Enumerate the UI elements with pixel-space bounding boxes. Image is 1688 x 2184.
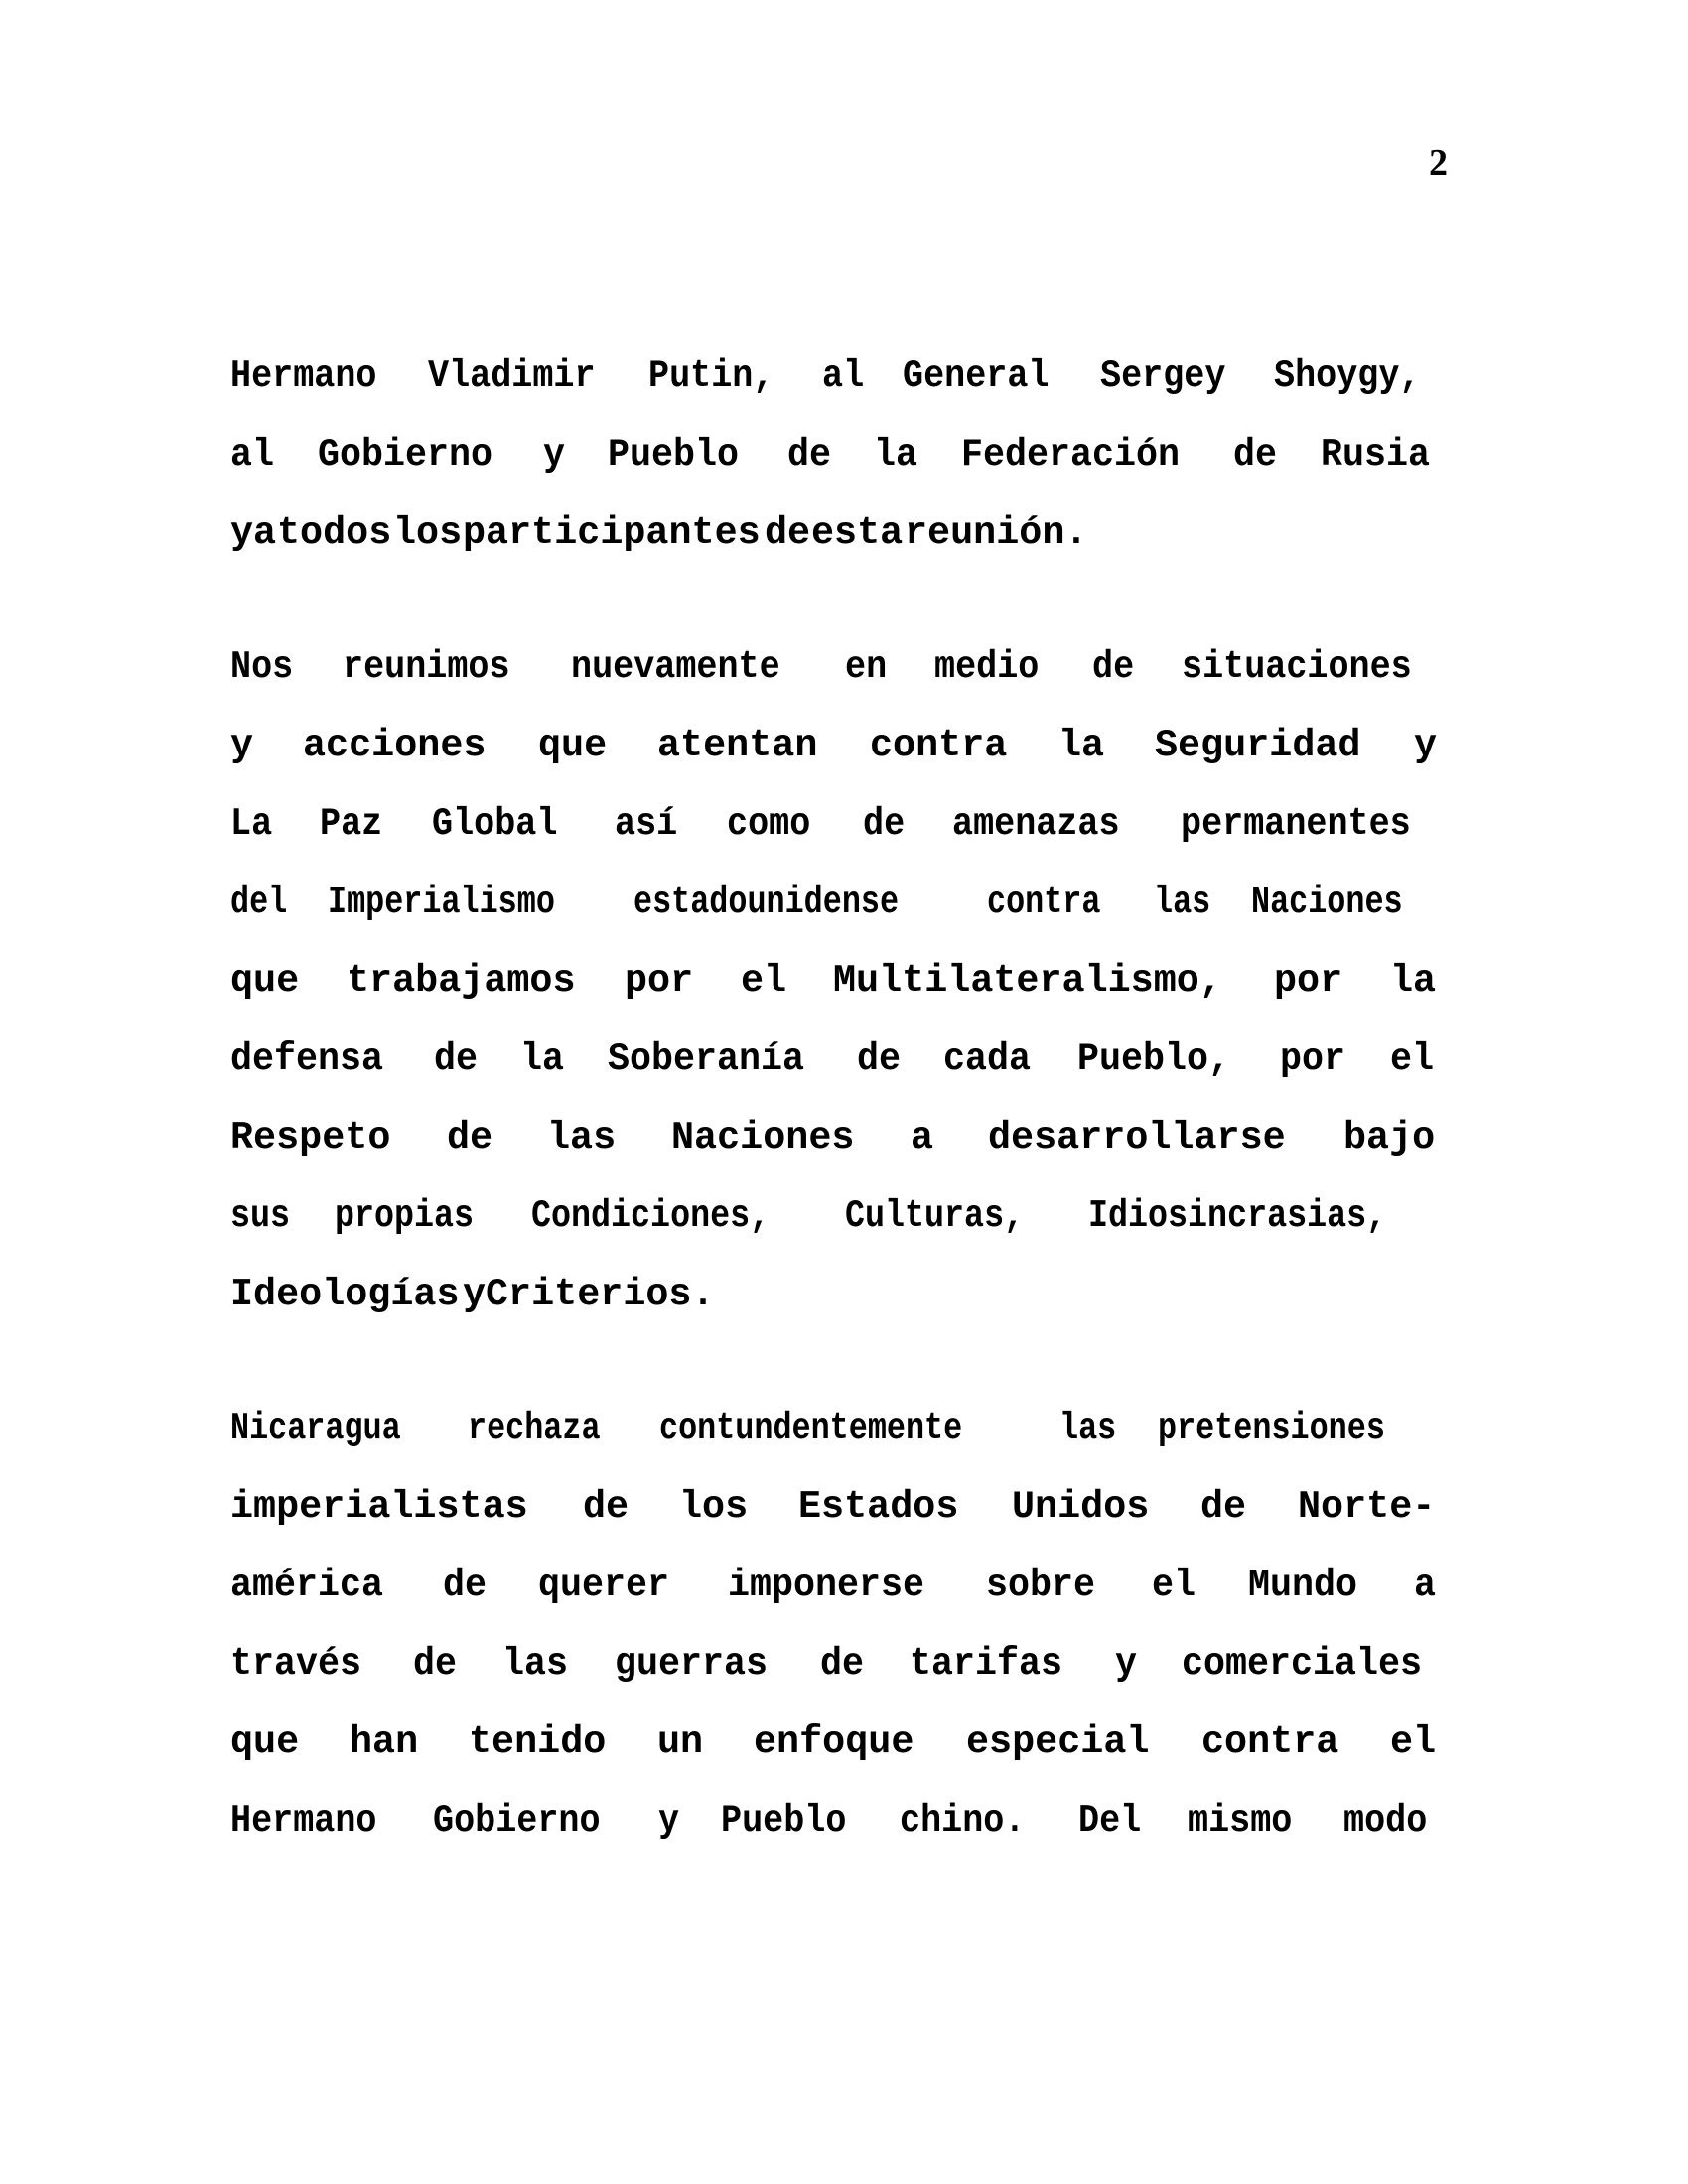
paragraph [230, 1390, 1437, 1860]
word: atentan [657, 724, 818, 767]
word: General [903, 354, 1050, 398]
word: Paz [319, 802, 383, 846]
word: de [447, 1116, 493, 1160]
word: Nos [230, 645, 294, 689]
word: y [657, 1799, 679, 1843]
word: por [1280, 1037, 1346, 1081]
word: los [392, 511, 463, 555]
word: los [678, 1485, 748, 1529]
text-line [230, 1099, 1437, 1177]
word: un [657, 1720, 704, 1764]
word: defensa [230, 1037, 383, 1081]
word: querer [538, 1564, 670, 1607]
word: de [582, 1485, 629, 1529]
word: y [1413, 724, 1437, 767]
text-line [230, 338, 1437, 416]
word: las [1153, 881, 1211, 924]
word: guerras [614, 1642, 768, 1686]
page-number: 2 [1429, 142, 1448, 184]
word: Multilateralismo, [833, 959, 1223, 1003]
word: Pueblo [720, 1799, 847, 1843]
word: Sergey [1099, 354, 1226, 398]
text-line [230, 1468, 1437, 1547]
word: La [230, 802, 273, 846]
word: al [821, 354, 864, 398]
word: Soberanía [607, 1037, 804, 1081]
word: rechaza [468, 1407, 601, 1450]
text-line [230, 864, 1437, 942]
word: de [819, 1642, 864, 1686]
word: el [740, 959, 786, 1003]
word: contra [870, 724, 1008, 767]
word: la [520, 1037, 565, 1081]
word: Condiciones, [531, 1194, 771, 1238]
word: Federación [960, 433, 1180, 477]
word: Nicaragua [230, 1407, 401, 1450]
word: Vladimir [427, 354, 596, 398]
text-line [230, 1177, 1437, 1256]
word: de [412, 1642, 457, 1686]
text-line [230, 628, 1437, 707]
word: a [1413, 1564, 1436, 1607]
word: enfoque [754, 1720, 914, 1764]
word: Del [1078, 1799, 1142, 1843]
word: Shoygy, [1274, 354, 1421, 398]
word: reunión. [904, 511, 1088, 555]
word: Gobierno [317, 433, 492, 477]
word: Idiosincrasias, [1087, 1194, 1387, 1238]
text-line [230, 1547, 1437, 1625]
word: el [1151, 1564, 1196, 1607]
word: Respeto [230, 1116, 391, 1160]
word: contra [1200, 1720, 1339, 1764]
word: las [1059, 1407, 1117, 1450]
text-line [230, 1782, 1437, 1860]
word: Culturas, [844, 1194, 1024, 1238]
word: Naciones [1250, 881, 1403, 924]
word: Gobierno [432, 1799, 601, 1843]
word: Ideologías [230, 1273, 460, 1316]
word: de [442, 1564, 487, 1607]
word: bajo [1343, 1116, 1436, 1160]
word: de [765, 511, 811, 555]
text-line [230, 416, 1437, 494]
word: a [911, 1116, 934, 1160]
word: especial [965, 1720, 1150, 1764]
word: nuevamente [570, 645, 780, 689]
word: que [230, 959, 300, 1003]
word: esta [811, 511, 904, 555]
word: de [856, 1037, 901, 1081]
word: y [543, 433, 566, 477]
word: Norte- [1297, 1485, 1435, 1529]
word: pretensiones [1158, 1407, 1385, 1450]
text-line [230, 707, 1437, 785]
word: américa [230, 1564, 383, 1607]
word: contundentemente [658, 1407, 963, 1450]
word: de [863, 802, 906, 846]
word: comerciales [1181, 1642, 1422, 1686]
word: Estados [798, 1485, 959, 1529]
text-line [230, 1021, 1437, 1099]
word: chino. [900, 1799, 1026, 1843]
word: de [786, 433, 831, 477]
word: por [1274, 959, 1343, 1003]
word: tarifas [909, 1642, 1062, 1686]
word: y [1114, 1642, 1137, 1686]
word: sus [230, 1194, 291, 1238]
word: tenido [469, 1720, 607, 1764]
word: Hermano [230, 354, 377, 398]
word: el [1390, 1037, 1435, 1081]
word: el [1390, 1720, 1437, 1764]
text-line [230, 785, 1437, 864]
word: participantes [463, 511, 761, 555]
word: del [230, 881, 288, 924]
word: Unidos [1011, 1485, 1149, 1529]
word: medio [933, 645, 1039, 689]
word: que [538, 724, 608, 767]
word: y [463, 1273, 487, 1316]
word: las [547, 1116, 617, 1160]
word: Pueblo [607, 433, 739, 477]
document-body [230, 338, 1437, 1860]
word: estadounidense [633, 881, 900, 924]
word: Pueblo, [1076, 1037, 1230, 1081]
word: la [1390, 959, 1437, 1003]
word: la [874, 433, 918, 477]
word: cada [943, 1037, 1032, 1081]
word: en [845, 645, 888, 689]
word: través [230, 1642, 362, 1686]
word: Mundo [1247, 1564, 1357, 1607]
word: todos [276, 511, 392, 555]
word: por [625, 959, 694, 1003]
word: propias [334, 1194, 474, 1238]
word: así [614, 802, 678, 846]
text-line [230, 1256, 1437, 1334]
word: de [433, 1037, 478, 1081]
text-line [230, 1625, 1437, 1704]
word: y [230, 511, 254, 555]
word: al [230, 433, 275, 477]
word: Hermano [230, 1799, 377, 1843]
word: como [727, 802, 811, 846]
text-line [230, 942, 1437, 1021]
word: de [1233, 433, 1278, 477]
word: Naciones [670, 1116, 855, 1160]
text-line [230, 1704, 1437, 1782]
word: amenazas [952, 802, 1120, 846]
word: situaciones [1181, 645, 1412, 689]
word: Global [432, 802, 558, 846]
word: de [1092, 645, 1135, 689]
paragraph [230, 628, 1437, 1334]
word: han [350, 1720, 419, 1764]
text-line [230, 494, 1437, 573]
word: contra [986, 881, 1101, 924]
word: Rusia [1320, 433, 1430, 477]
word: permanentes [1181, 802, 1412, 846]
word: Seguridad [1155, 724, 1361, 767]
word: mismo [1188, 1799, 1293, 1843]
word: la [1058, 724, 1105, 767]
word: acciones [303, 724, 487, 767]
word: sobre [986, 1564, 1096, 1607]
word: Criterios. [486, 1273, 715, 1316]
word: modo [1343, 1799, 1428, 1843]
word: imponerse [727, 1564, 924, 1607]
word: a [253, 511, 277, 555]
word: imperialistas [230, 1485, 528, 1529]
word: que [230, 1720, 300, 1764]
word: y [230, 724, 254, 767]
word: de [1200, 1485, 1247, 1529]
text-line [230, 1390, 1437, 1468]
word: desarrollarse [987, 1116, 1286, 1160]
word: Putin, [647, 354, 774, 398]
word: trabajamos [346, 959, 576, 1003]
word: las [501, 1642, 568, 1686]
word: Imperialismo [327, 881, 555, 924]
paragraph [230, 338, 1437, 573]
word: reunimos [342, 645, 510, 689]
